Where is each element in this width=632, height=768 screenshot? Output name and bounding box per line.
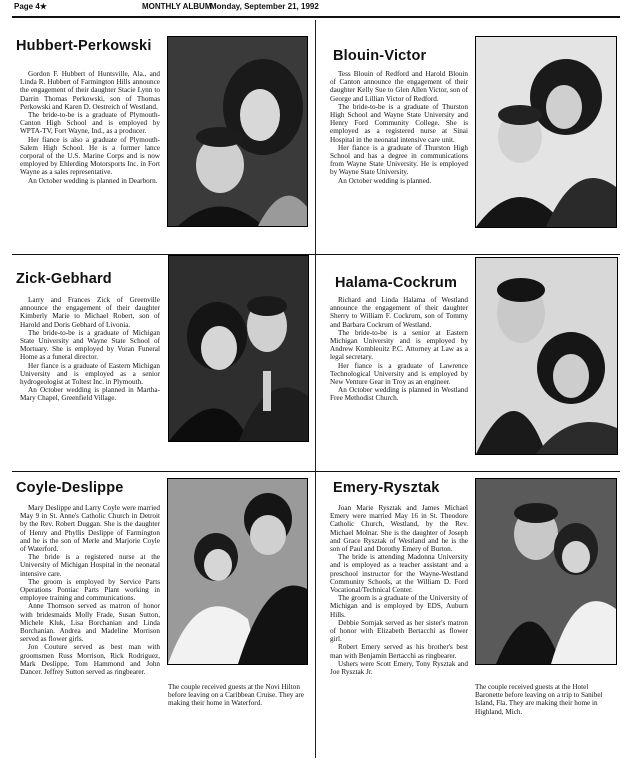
column-divider [315,20,316,758]
article-halama-cockrum [330,296,468,403]
portrait-image [168,37,307,226]
page-header [14,2,614,14]
article-emery-rysztak [330,504,468,676]
paragraph: Larry and Frances Zick of Greenville announce the engagement of their daughter Kimberly Marie to Michael Robert, son of Harold and Doris Gebhard of Livonia. [20,296,160,329]
paragraph: The bride-to-be is a senior at Eastern Michigan University and is employed by Andrew Kombleuitz P.C. Attorney at Law as a legal secretary. [330,328,468,362]
publication-title: MONTHLY ALBUM [142,2,212,11]
article-hubbert-perkowski [20,70,160,185]
article-blouin-victor [330,70,468,185]
paragraph: Joan Marie Rysztak and James Michael Emery were married May 16 in St. Theodore Catholic Church, Westland, by the Rev. Michael Molnar. She is the daughter of Joseph and Grace Rysztak of Westland and he is the son of Paul and Dorothy Emery of Burton. [330,504,468,554]
article-coyle-deslippe [20,504,160,676]
paragraph: Anne Thomson served as matron of honor with bridesmaids Molly Frade, Susan Sutton, Michele Kluk, Lisa Borchanian and Linda Borchanian. Andrea and Madeline Morrison served as flower girls. [20,602,160,644]
paragraph: The bride is a registered nurse at the University of Michigan Hospital in the neonatal intensive care. [20,553,160,578]
headline-emery-rysztak: Emery-Rysztak [333,480,440,496]
couple-photo-halama-cockrum [475,257,618,455]
paragraph: Richard and Linda Halama of Westland announce the engagement of their daughter Sherry to William F. Cockrum, son of Tommy and Barbara Cockrum of Westland. [330,296,468,329]
portrait-image [168,479,307,664]
caption-coyle-deslippe: The couple received guests at the Novi Hilton before leaving on a Caribbean Cruise. They are making their home in Waterford. [168,683,304,708]
paragraph: Her fiance is a graduate of Lawrence Technological University and is employed by New Venture Gear in Troy as an engineer. [330,361,468,387]
paragraph: The bride-to-be is a graduate of Thurston High School and Wayne State University and Henry Ford Community College. She is employed as a registered nurse at Sinai Hospital in the neonatal intensive care unit. [330,102,468,144]
couple-photo-zick-gebhard [168,255,309,442]
page-number: Page 4★ [14,2,47,11]
paragraph: An October wedding is planned. [338,176,432,185]
headline-hubbert-perkowski: Hubbert-Perkowski [16,38,152,54]
paragraph: The bride is attending Madonna University and is employed as a teacher assistant and a preschool instructor for the Wayne-Westland Community Schools, at the William D. Ford Vocational/Technical Center. [330,553,468,595]
paragraph: Debbie Somjak served as her sister's matron of honor with Elizabeth Bertacchi as flower girl. [330,618,468,644]
paragraph: An October wedding is planned in Dearborn. [28,176,158,185]
caption-emery-rysztak: The couple received guests at the Hotel Baronette before leaving on a trip to Sanibel Island, Fla. They are making their home in Highland, Mich. [475,683,603,716]
headline-zick-gebhard: Zick-Gebhard [16,271,112,287]
couple-photo-blouin-victor [475,36,617,228]
paragraph: The bride-to-be is a graduate of Michigan State University and Wayne State School of Mortuary. She is employed by Voran Funeral Home as a funeral director. [20,328,160,362]
portrait-image [476,37,616,227]
paragraph: An October wedding is planned in Martha-Mary Chapel, Greenfield Village. [20,386,160,403]
paragraph: Her fiance is a graduate of Thurston High School and has a degree in communications from Wayne State University. He is employed by Wayne State University. [330,143,468,177]
portrait-image [169,256,308,441]
paragraph: Ushers were Scott Emery, Tony Rysztak and Joe Rysztak Jr. [330,659,468,677]
header-rule [12,16,620,18]
paragraph: Jon Couture served as best man with groomsmen Russ Morrison, Rick Rodriguez, Mark Deslippe, Tom Hammond and John Dancer. Jeffrey Sutton served as ringbearer. [20,643,160,677]
paragraph: The bride-to-be is a graduate of Plymouth-Canton High School and is employed by WPTA-TV, Fort Wayne, Ind., as a producer. [20,111,160,136]
publication-date: Monday, September 21, 1992 [210,2,319,11]
portrait-image [476,479,616,664]
section-divider-1 [12,254,620,255]
paragraph: An October wedding is planned in Westland Free Methodist Church. [330,386,468,403]
headline-coyle-deslippe: Coyle-Deslippe [16,480,124,496]
section-divider-2 [12,471,620,472]
article-zick-gebhard [20,296,160,403]
paragraph: Her fiance is also a graduate of Plymouth-Salem High School. He is a former lance corporal of the U.S. Marine Corps and is now employed by Ehlerding Motorsports Inc. in Fort Wayne as a sales representative. [20,135,160,177]
paragraph: Gordon F. Hubbert of Huntsville, Ala., and Linda R. Hubbert of Farmington Hills announce the engagement of their daughter Stacie Lynn to Darrin Thomas Perkowski, son of Thomas Perkowski and Karen D. Oestreich of Westland. [20,70,160,111]
couple-photo-emery-rysztak [475,478,617,665]
paragraph: The groom is a graduate of the University of Michigan and is employed by EDS, Auburn Hills. [330,594,468,619]
paragraph: Mary Deslippe and Larry Coyle were married May 9 in St. Anne's Catholic Church in Detroit by the Rev. Robert Duggan. She is the daughter of Henry and Phyllis Deslippe of Farmington and he is the son of Merle and Marjorie Coyle of Waterford. [20,504,160,554]
paragraph: Her fiance is a graduate of Eastern Michigan University and is employed as a senior hydrogeologist at Toltest Inc. in Plymouth. [20,361,160,387]
paragraph: The groom is employed by Service Parts Operations Pontiac Parts Plant working in employee training and communications. [20,577,160,603]
couple-photo-coyle-deslippe [167,478,308,665]
paragraph: Robert Emery served as his brother's best man with Benjamin Bertacchi as ringbearer. [330,643,468,660]
couple-photo-hubbert-perkowski [167,36,308,227]
headline-halama-cockrum: Halama-Cockrum [335,275,458,291]
paragraph: Tess Blouin of Redford and Harold Blouin of Canton announce the engagement of their daughter Kelly Sue to Glen Allen Victor, son of George and Lillian Victor of Redford. [330,70,468,103]
headline-blouin-victor: Blouin-Victor [333,48,427,64]
portrait-image [476,258,617,454]
